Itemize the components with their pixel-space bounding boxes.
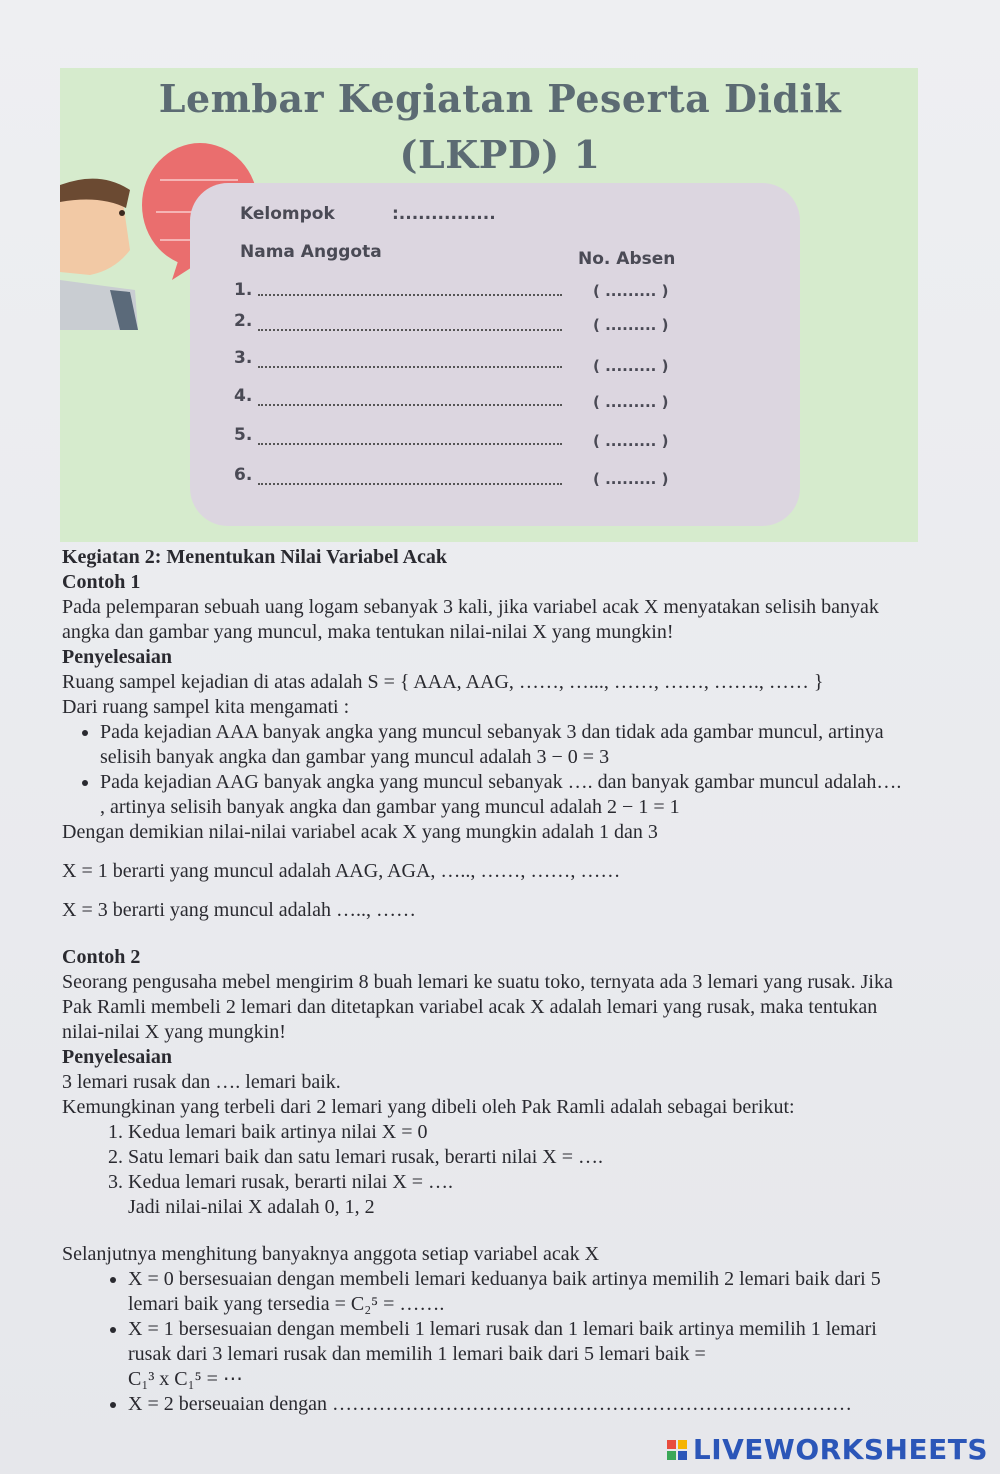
member-name-field[interactable] <box>258 483 562 485</box>
member-name-field[interactable] <box>258 366 562 368</box>
member-number: 6. <box>234 465 253 485</box>
list-item[interactable] <box>128 1317 902 1392</box>
ruang-sampel-line[interactable]: Ruang sampel kejadian di atas adalah S = { AAA, AAG, ……, …..., ……, ……, ……., …… } <box>62 671 824 693</box>
list-item[interactable]: • X = 0 bersesuaian dengan membeli lemari keduanya baik artinya memilih 2 lemari baik dari 5 lemari baik yang tersedia = C₂⁵ = ……. <box>128 1267 902 1317</box>
kegiatan-heading: Kegiatan 2: Menentukan Nilai Variabel Acak <box>62 546 448 568</box>
worksheet-body <box>62 545 902 1417</box>
member-absen-field[interactable]: ( ......... ) <box>593 282 669 300</box>
list-item: 1. Kedua lemari baik artinya nilai X = 0 <box>128 1120 902 1145</box>
member-number: 5. <box>234 425 253 445</box>
kemungkinan-list <box>62 1120 902 1195</box>
x1-count-text: X = 1 bersesuaian dengan membeli 1 lemari rusak dan 1 lemari baik artinya memilih 1 lemari rusak dari 3 lemari rusak dan memilih 1 lemari baik dari 5 lemari baik = <box>128 1318 877 1365</box>
member-number: 1. <box>234 280 253 300</box>
watermark-text: LIVEWORKSHEETS <box>692 1433 988 1466</box>
member-absen-field[interactable]: ( ......... ) <box>593 393 669 411</box>
list-item[interactable]: • Pada kejadian AAG banyak angka yang muncul sebanyak …. dan banyak gambar muncul adalah…. , artinya selisih banyak angka dan gambar yang muncul adalah 2 − 1 = 1 <box>100 770 902 820</box>
kemungkinan-text: Kemungkinan yang terbeli dari 2 lemari yang dibeli oleh Pak Ramli adalah sebagai berikut: <box>62 1096 795 1118</box>
list-item: • Pada kejadian AAA banyak angka yang muncul sebanyak 3 dan tidak ada gambar muncul, artinya selisih banyak angka dan gambar yang muncul adalah 3 − 0 = 3 <box>100 720 902 770</box>
observation-list <box>62 720 902 820</box>
member-absen-field[interactable]: ( ......... ) <box>593 432 669 450</box>
member-absen-field[interactable]: ( ......... ) <box>593 316 669 334</box>
liveworksheets-watermark <box>667 1433 988 1466</box>
identity-form-card <box>190 183 800 526</box>
contoh1-question: Pada pelemparan sebuah uang logam sebanyak 3 kali, jika variabel acak X menyatakan selisih banyak angka dan gambar yang muncul, maka tentukan nilai-nilai X yang mungkin! <box>62 596 879 643</box>
penyelesaian1-heading: Penyelesaian <box>62 646 172 668</box>
jadi-text: Jadi nilai-nilai X adalah 0, 1, 2 <box>128 1196 375 1218</box>
member-name-field[interactable] <box>258 329 562 331</box>
liveworksheets-logo-icon <box>667 1440 687 1460</box>
list-item[interactable]: 3. Kedua lemari rusak, berarti nilai X = …. <box>128 1170 902 1195</box>
x3-answer-line[interactable]: X = 3 berarti yang muncul adalah ….., …… <box>62 899 416 921</box>
selanjutnya-text: Selanjutnya menghitung banyaknya anggota setiap variabel acak X <box>62 1243 600 1265</box>
rusak-baik-line[interactable]: 3 lemari rusak dan …. lemari baik. <box>62 1071 341 1093</box>
member-name-field[interactable] <box>258 443 562 445</box>
x1-answer-line[interactable]: X = 1 berarti yang muncul adalah AAG, AGA, ….., ……, ……, …… <box>62 860 621 882</box>
dari-ruang-sampel: Dari ruang sampel kita mengamati : <box>62 696 350 718</box>
eye-icon <box>119 210 125 216</box>
worksheet-subtitle: (LKPD) 1 <box>399 132 601 177</box>
conclusion-text: Dengan demikian nilai-nilai variabel acak X yang mungkin adalah 1 dan 3 <box>62 821 658 843</box>
worksheet-title: Lembar Kegiatan Peserta Didik <box>158 76 842 121</box>
member-number: 4. <box>234 386 253 406</box>
member-name-field[interactable] <box>258 404 562 406</box>
penyelesaian2-heading: Penyelesaian <box>62 1046 172 1068</box>
contoh1-heading: Contoh 1 <box>62 571 141 593</box>
member-number: 3. <box>234 348 253 368</box>
kelompok-field[interactable]: :............... <box>392 204 496 224</box>
contoh2-question: Seorang pengusaha mebel mengirim 8 buah lemari ke suatu toko, ternyata ada 3 lemari yang rusak. Jika Pak Ramli membeli 2 lemari dan ditetapkan variabel acak X adalah lemari yang rusak, maka tentukan nilai-nilai X yang mungkin! <box>62 971 893 1043</box>
list-item[interactable]: 2. Satu lemari baik dan satu lemari rusak, berarti nilai X = …. <box>128 1145 902 1170</box>
member-absen-field[interactable]: ( ......... ) <box>593 470 669 488</box>
count-list <box>62 1267 902 1417</box>
member-number: 2. <box>234 311 253 331</box>
x1-count-formula: C₁³ x C₁⁵ = ⋯ <box>128 1368 243 1390</box>
nama-anggota-label: Nama Anggota <box>240 242 382 262</box>
list-item[interactable]: • X = 2 berseuaian dengan …………………………………………………………………… <box>128 1392 902 1417</box>
member-absen-field[interactable]: ( ......... ) <box>593 357 669 375</box>
kelompok-label: Kelompok <box>240 204 335 224</box>
member-name-field[interactable] <box>258 294 562 296</box>
contoh2-heading: Contoh 2 <box>62 946 141 968</box>
no-absen-label: No. Absen <box>578 249 676 269</box>
